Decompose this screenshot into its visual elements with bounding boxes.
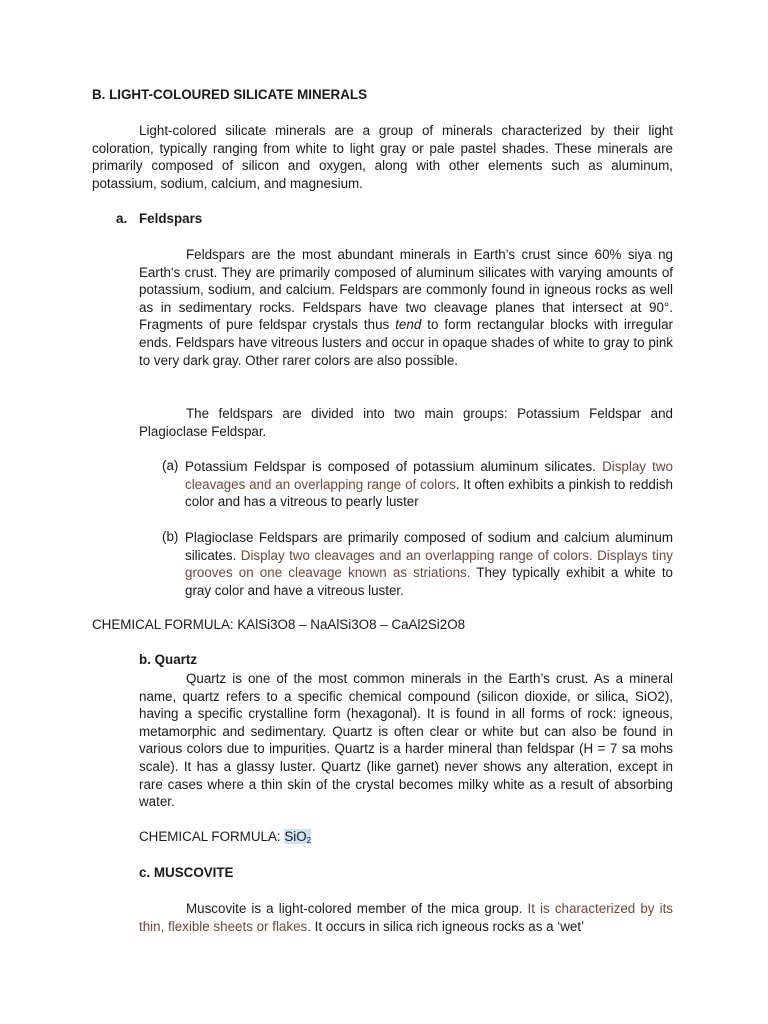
muscovite-paragraph (139, 900, 673, 935)
item-a-label: (a) (162, 458, 179, 473)
item-a-text-1: Potassium Feldspar is composed of potassium aluminum silicates. (185, 459, 603, 474)
item-a-text (185, 458, 673, 511)
item-b-text (185, 529, 673, 599)
quartz-formula-subscript: 2 (306, 836, 312, 845)
feldspars-p1-text-b: to form rectangular blocks with irregular ends. Feldspars have vitreous lusters and occur in opaque shades of white to gray to pink to very dark gray. Other rarer colors are also possible. (139, 317, 673, 368)
item-b-text-1: Plagioclase Feldspars are primarily composed of sodium and calcium aluminum silicates. (185, 530, 673, 563)
item-b-text-2: They typically exhibit a white to gray color and have a vitreous luster. (185, 565, 674, 598)
quartz-formula-label: CHEMICAL FORMULA: (139, 829, 285, 844)
quartz-paragraph: Quartz is one of the most common minerals in the Earth’s crust. As a mineral name, quartz refers to a specific chemical compound (silicon dioxide, or silica, SiO2), having a specific crystalline form (hexagonal). It is found in all forms of rock: igneous, metamorphic and sedimentary. Quartz is often clear or white but can also be found in various colors due to impurities. Quartz is a harder mineral than feldspar (H = 7 sa mohs scale). It has a glassy luster. Quartz (like garnet) never shows any alteration, except in rare cases where a thin skin of the crystal becomes milky white as a result of absorbing water. (139, 671, 673, 810)
quartz-chemical-formula (139, 829, 311, 844)
feldspars-label: a. (116, 211, 128, 226)
feldspars-p1-italic: tend (395, 317, 422, 333)
feldspars-p1-text-a: Feldspars are the most abundant minerals in Earth’s crust since 60% siya ng Earth's crust. They are primarily composed of aluminum silicates with varying amounts of potassium, sodium, and calcium. Feldspars are commonly found in igneous rocks as well as in sedimentary rocks. Feldspars have two cleavage planes that intersect at 90°. Fragments of pure feldspar crystals thus (139, 247, 673, 333)
feldspar-chemical-formula: CHEMICAL FORMULA: KAlSi3O8 – NaAlSi3O8 – CaAl2Si2O8 (92, 617, 466, 632)
item-b-highlight: Display two cleavages and an overlapping range of colors. Displays tiny grooves on one cleavage known as striations. (185, 547, 673, 581)
quartz-formula-main: SiO (284, 829, 307, 844)
muscovite-title: c. MUSCOVITE (139, 865, 234, 880)
muscovite-highlight: It is characterized by its thin, flexible sheets or flakes. (139, 901, 673, 934)
item-a-highlight: Display two cleavages and an overlapping range of colors (185, 459, 673, 492)
quartz-title: b. Quartz (139, 652, 198, 667)
muscovite-text-1: Muscovite is a light-colored member of the mica group. (186, 901, 528, 916)
section-title: B. LIGHT-COLOURED SILICATE MINERALS (92, 87, 367, 102)
quartz-formula-value (284, 829, 311, 844)
item-a-text-2: . It often exhibits a pinkish to reddish color and has a vitreous to pearly luster (185, 476, 673, 510)
feldspars-title: Feldspars (139, 211, 203, 226)
intro-paragraph: Light-colored silicate minerals are a group of minerals characterized by their light coloration, typically ranging from white to light gray or pale pastel shades. These minerals are primarily composed of silicon and oxygen, along with other elements such as aluminum, potassium, sodium, calcium, and magnesium. (92, 123, 673, 191)
muscovite-text-2: It occurs in silica rich igneous rocks as a ‘wet’ (310, 918, 585, 934)
item-b-label: (b) (162, 529, 179, 544)
feldspars-paragraph-2: The feldspars are divided into two main groups: Potassium Feldspar and Plagioclase Feldspar. (139, 406, 673, 439)
feldspars-paragraph-1 (139, 246, 673, 369)
